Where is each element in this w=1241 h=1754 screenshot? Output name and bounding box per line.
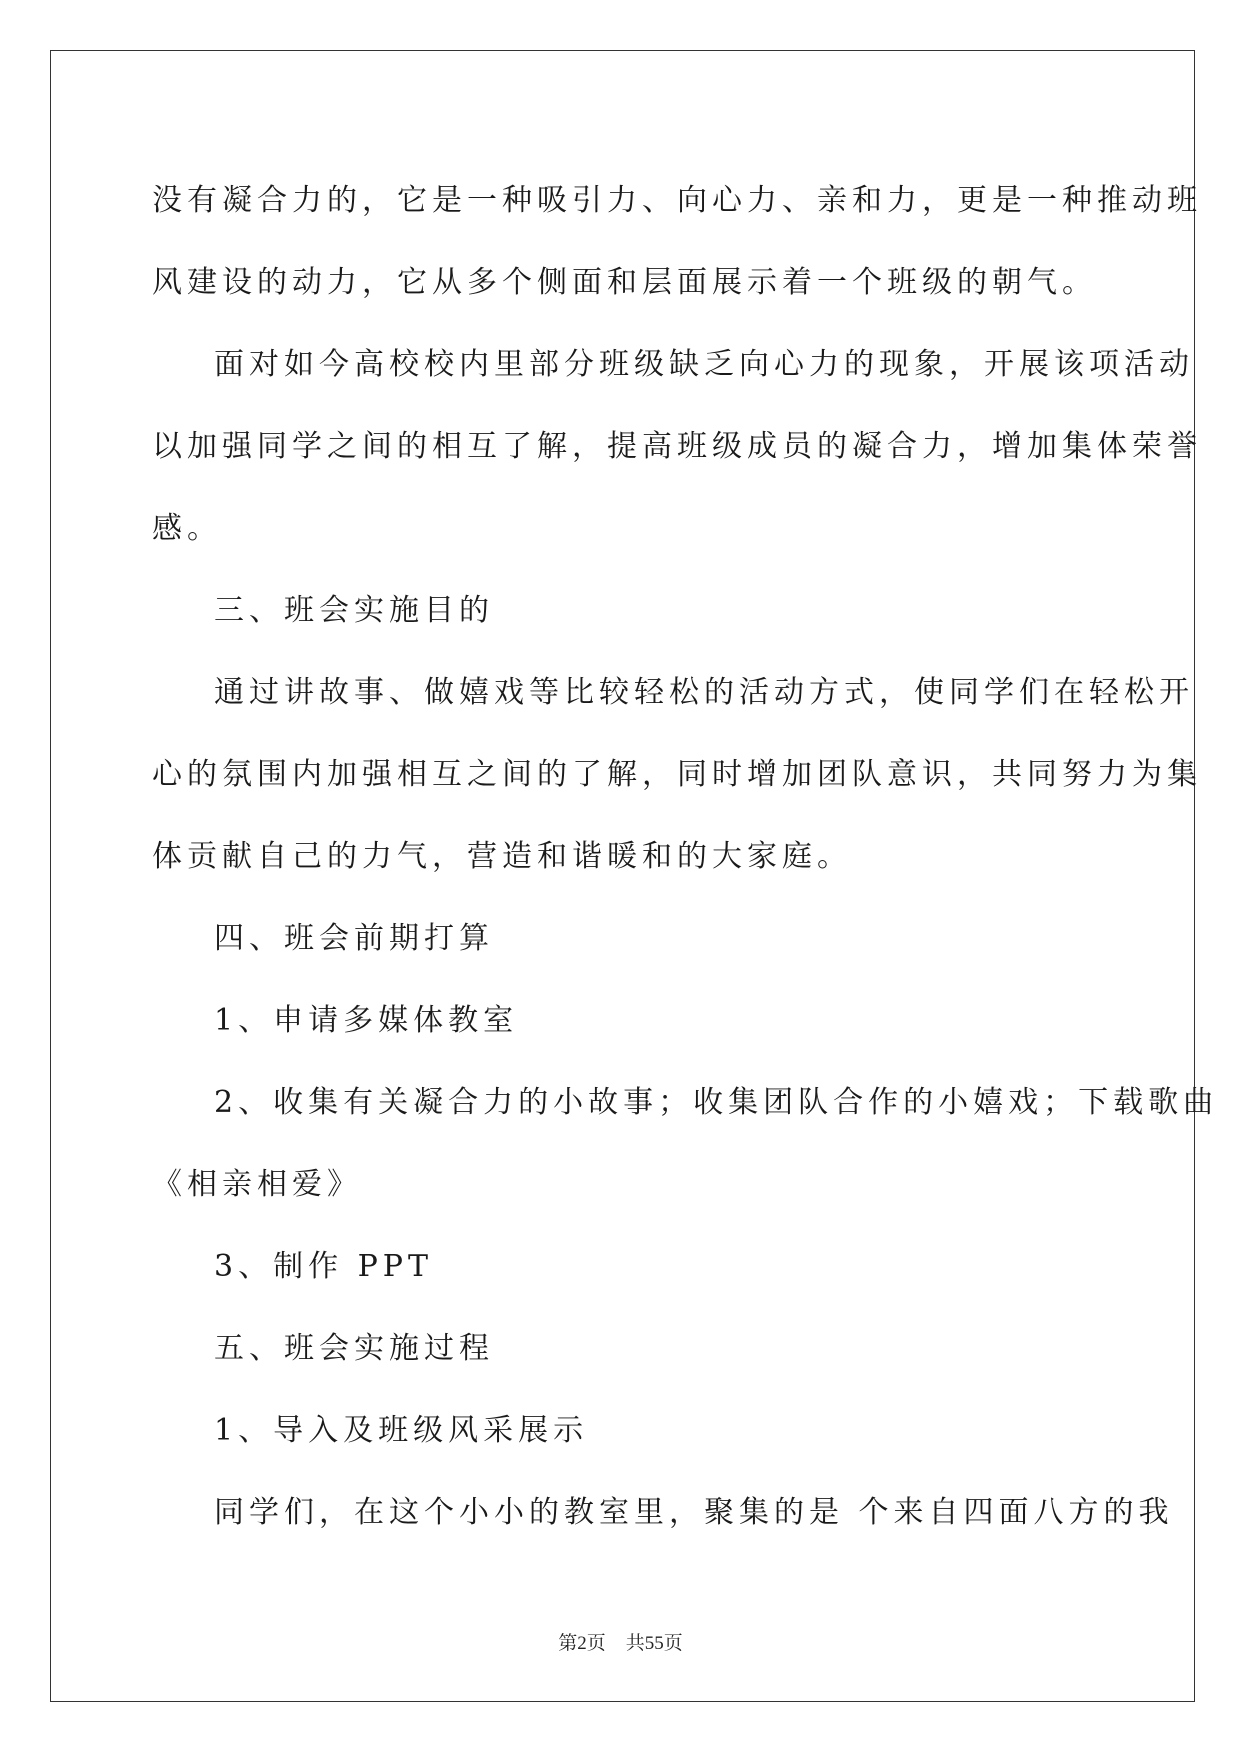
paragraph-start-line: 同学们，在这个小小的教室里，聚集的是 个来自四面八方的我 bbox=[214, 1495, 1174, 1530]
text-line: 风建设的动力，它从多个侧面和层面展示着一个班级的朝气。 bbox=[152, 265, 1097, 300]
list-item: 1、申请多媒体教室 bbox=[214, 1003, 519, 1038]
paragraph-start-line: 面对如今高校校内里部分班级缺乏向心力的现象，开展该项活动 bbox=[214, 347, 1194, 382]
paragraph-start-line: 通过讲故事、做嬉戏等比较轻松的活动方式，使同学们在轻松开 bbox=[214, 675, 1194, 710]
text-line: 以加强同学之间的相互了解，提高班级成员的凝合力，增加集体荣誉 bbox=[152, 429, 1202, 464]
list-item: 2、收集有关凝合力的小故事；收集团队合作的小嬉戏；下载歌曲 bbox=[214, 1085, 1219, 1120]
text-line: 体贡献自己的力气，营造和谐暖和的大家庭。 bbox=[152, 839, 852, 874]
text-line: 感。 bbox=[152, 511, 222, 546]
section-heading: 三、班会实施目的 bbox=[214, 593, 494, 628]
text-line: 《相亲相爱》 bbox=[152, 1167, 362, 1202]
document-body bbox=[152, 160, 1219, 1554]
text-line: 心的氛围内加强相互之间的了解，同时增加团队意识，共同努力为集 bbox=[152, 757, 1202, 792]
page-footer bbox=[0, 1628, 1241, 1655]
section-heading: 五、班会实施过程 bbox=[214, 1331, 494, 1366]
text-line: 没有凝合力的，它是一种吸引力、向心力、亲和力，更是一种推动班 bbox=[152, 183, 1202, 218]
page-total: 共55页 bbox=[625, 1633, 683, 1654]
section-heading: 四、班会前期打算 bbox=[214, 921, 494, 956]
list-item: 1、导入及班级风采展示 bbox=[214, 1413, 589, 1448]
list-item: 3、制作 PPT bbox=[214, 1249, 434, 1284]
page-number: 第2页 bbox=[558, 1633, 606, 1654]
